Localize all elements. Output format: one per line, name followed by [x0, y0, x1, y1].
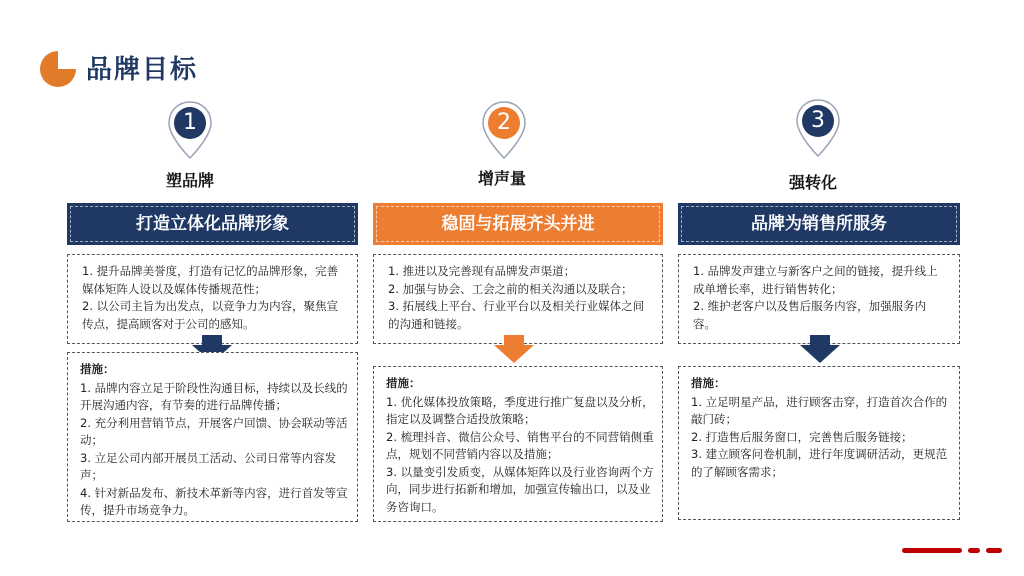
decorative-bar	[968, 548, 980, 553]
description-box	[67, 254, 358, 344]
description-item: 3. 拓展线上平台、行业平台以及相关行业媒体之间的沟通和链接。	[388, 299, 645, 331]
page-title: 品牌目标	[86, 55, 199, 85]
description-box	[678, 254, 960, 344]
measure-item: 1. 立足明星产品，进行顾客击穿，打造首次合作的敲门砖；	[691, 394, 948, 426]
pie-chart-logo-icon	[36, 47, 80, 91]
down-arrow-icon	[800, 335, 840, 363]
measures-box	[67, 352, 358, 522]
down-arrow-icon	[494, 335, 534, 363]
measures-title: 措施：	[691, 376, 726, 390]
measure-item: 3. 以量变引发质变，从媒体矩阵以及行业咨询两个方向，同步进行拓新和增加，加强宣传输出口，以及业务咨询口。	[386, 464, 654, 514]
measure-item: 4. 针对新品发布、新技术革新等内容，进行首发等宣传，提升市场竞争力。	[80, 485, 348, 517]
description-item: 2. 以公司主旨为出发点，以竞争力为内容，聚焦宣传点，提高顾客对于公司的感知。	[82, 299, 339, 331]
measures-title: 措施：	[386, 376, 421, 390]
measure-item: 1. 优化媒体投放策略，季度进行推广复盘以及分析，指定以及调整合适投放策略；	[386, 394, 654, 426]
location-pin-icon	[167, 100, 213, 162]
measures-box	[373, 366, 663, 522]
column-label: 塑品牌	[166, 171, 215, 190]
measure-item: 3. 立足公司内部开展员工活动、公司日常等内容发声；	[80, 450, 337, 482]
measure-item: 1. 品牌内容立足于阶段性沟通目标，持续以及长线的开展沟通内容，有节奏的进行品牌传播；	[80, 380, 348, 412]
measure-item: 2. 梳理抖音、微信公众号、销售平台的不同营销侧重点，规划不同营销内容以及措施；	[386, 429, 654, 461]
column-heading: 品牌为销售所服务	[678, 203, 960, 245]
column-label: 增声量	[478, 169, 527, 188]
location-pin-icon	[481, 100, 527, 162]
location-pin-icon	[795, 98, 841, 160]
description-item: 1. 提升品牌美誉度，打造有记忆的品牌形象，完善媒体矩阵人设以及媒体传播规范性；	[82, 264, 339, 296]
measure-item: 2. 充分利用营销节点，开展客户回馈、协会联动等活动；	[80, 415, 348, 447]
step-number: 1	[183, 110, 197, 135]
step-number: 3	[811, 108, 825, 133]
column-heading: 稳固与拓展齐头并进	[373, 203, 663, 245]
measure-item: 3. 建立顾客问卷机制，进行年度调研活动，更规范的了解顾客需求；	[691, 447, 948, 479]
measure-item: 2. 打造售后服务窗口，完善售后服务链接；	[691, 429, 913, 444]
description-box	[373, 254, 663, 344]
description-item: 1. 推进以及完善现有品牌发声渠道；	[388, 264, 576, 278]
decorative-bar	[902, 548, 962, 553]
description-item: 2. 加强与协会、工会之前的相关沟通以及联合；	[388, 281, 633, 296]
column-label: 强转化	[789, 173, 838, 192]
step-number: 2	[497, 110, 511, 135]
measures-title: 措施：	[80, 362, 115, 376]
column-heading: 打造立体化品牌形象	[67, 203, 358, 245]
decorative-bar	[986, 548, 1002, 553]
description-item: 2. 维护老客户以及售后服务内容，加强服务内容。	[693, 299, 927, 331]
description-item: 1. 品牌发声建立与新客户之间的链接，提升线上成单增长率，进行销售转化；	[693, 264, 938, 296]
measures-box	[678, 366, 960, 520]
